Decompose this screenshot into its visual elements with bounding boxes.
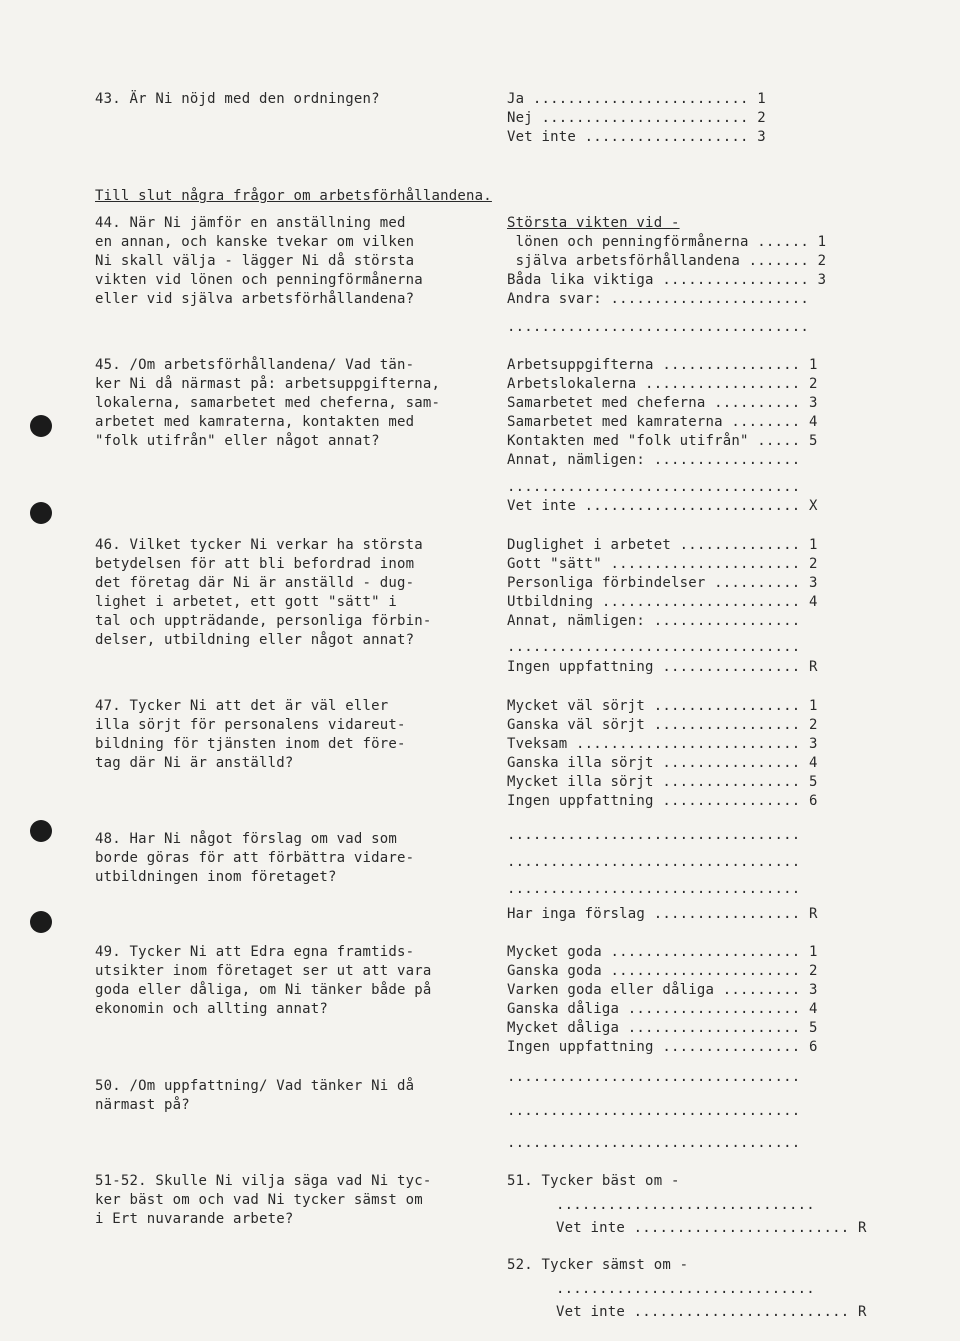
q46-option: Annat, nämligen: ................. <box>507 613 801 629</box>
q50-answer-line: .................................. <box>507 1103 801 1119</box>
q51-answer-label: 51. Tycker bäst om - <box>507 1173 680 1189</box>
q46-question-line: lighet i arbetet, ett gott "sätt" i <box>95 594 398 610</box>
q49-option: Mycket dåliga .................... 5 <box>507 1020 818 1036</box>
q49-option: Varken goda eller dåliga ......... 3 <box>507 982 818 998</box>
q46-option: Duglighet i arbetet .............. 1 <box>507 537 818 553</box>
q45-option: Kontakten med "folk utifrån" ..... 5 <box>507 433 818 449</box>
q45-option: .................................. <box>507 479 801 495</box>
q50-answer-line: .................................. <box>507 1069 801 1085</box>
q48-question-line: 48. Har Ni något förslag om vad som <box>95 831 398 847</box>
q49-question-line: goda eller dåliga, om Ni tänker både på <box>95 982 432 998</box>
q45-option: Arbetslokalerna .................. 2 <box>507 376 818 392</box>
q48-answer-line: .................................. <box>507 854 801 870</box>
q48-question-line: borde göras för att förbättra vidare- <box>95 850 415 866</box>
q49-option: Ingen uppfattning ................ 6 <box>507 1039 818 1055</box>
q47-option: Ingen uppfattning ................ 6 <box>507 793 818 809</box>
q47-option: Ganska illa sörjt ................ 4 <box>507 755 818 771</box>
punch-hole <box>30 911 52 933</box>
q46-question-line: det företag där Ni är anställd - dug- <box>95 575 415 591</box>
q45-option: Samarbetet med cheferna .......... 3 <box>507 395 818 411</box>
q44-option: Båda lika viktiga ................. 3 <box>507 272 827 288</box>
q45-option: Annat, nämligen: ................. <box>507 452 801 468</box>
q45-option: Samarbetet med kamraterna ........ 4 <box>507 414 818 430</box>
q49-option: Ganska dåliga .................... 4 <box>507 1001 818 1017</box>
q50-answer-line: .................................. <box>507 1135 801 1151</box>
q47-option: Mycket illa sörjt ................ 5 <box>507 774 818 790</box>
q50-question-line: 50. /Om uppfattning/ Vad tänker Ni då <box>95 1078 415 1094</box>
q44-question-line: en annan, och kanske tvekar om vilken <box>95 234 415 250</box>
q43-question-line: 43. Är Ni nöjd med den ordningen? <box>95 91 380 107</box>
q49-option: Ganska goda ...................... 2 <box>507 963 818 979</box>
q44-question-line: Ni skall välja - lägger Ni då största <box>95 253 415 269</box>
q48-question-line: utbildningen inom företaget? <box>95 869 337 885</box>
q44-question-line: eller vid själva arbetsförhållandena? <box>95 291 415 307</box>
q44-option: själva arbetsförhållandena ....... 2 <box>507 253 827 269</box>
punch-hole <box>30 502 52 524</box>
punch-hole <box>30 820 52 842</box>
q44-option: Andra svar: ....................... <box>507 291 810 307</box>
punch-hole <box>30 415 52 437</box>
q49-question-line: 49. Tycker Ni att Edra egna framtids- <box>95 944 415 960</box>
q48-answer-line: .................................. <box>507 827 801 843</box>
section-heading: Till slut några frågor om arbetsförhållandena. <box>95 188 492 204</box>
q49-question-line: utsikter inom företaget ser ut att vara <box>95 963 432 979</box>
q45-question-line: lokalerna, samarbetet med cheferna, sam- <box>95 395 441 411</box>
q45-option: Arbetsuppgifterna ................ 1 <box>507 357 818 373</box>
q51-question-line: i Ert nuvarande arbete? <box>95 1211 294 1227</box>
q48-answer-line: .................................. <box>507 881 801 897</box>
q51-question-line: ker bäst om och vad Ni tycker sämst om <box>95 1192 423 1208</box>
q51-answer-line: .............................. <box>556 1197 815 1213</box>
q46-question-line: 46. Vilket tycker Ni verkar ha största <box>95 537 423 553</box>
q46-question-line: betydelsen för att bli befordrad inom <box>95 556 415 572</box>
q47-option: Ganska väl sörjt ................. 2 <box>507 717 818 733</box>
q47-option: Mycket väl sörjt ................. 1 <box>507 698 818 714</box>
q47-question-line: bildning för tjänsten inom det före- <box>95 736 406 752</box>
q44-option: ................................... <box>507 319 810 335</box>
q44-question-line: vikten vid lönen och penningförmånerna <box>95 272 423 288</box>
q48-option: Har inga förslag ................. R <box>507 906 818 922</box>
q50-question-line: närmast på? <box>95 1097 190 1113</box>
q44-option: lönen och penningförmånerna ...... 1 <box>507 234 827 250</box>
q45-question-line: 45. /Om arbetsförhållandena/ Vad tän- <box>95 357 415 373</box>
q44-header: Största vikten vid - <box>507 215 680 231</box>
q46-option: Gott "sätt" ...................... 2 <box>507 556 818 572</box>
q43-option: Nej ........................ 2 <box>507 110 766 126</box>
q46-question-line: tal och uppträdande, personliga förbin- <box>95 613 432 629</box>
q45-question-line: ker Ni då närmast på: arbetsuppgifterna, <box>95 376 441 392</box>
q47-question-line: illa sörjt för personalens vidareut- <box>95 717 406 733</box>
q52-dont-know: Vet inte ......................... R <box>556 1304 867 1320</box>
q51-dont-know: Vet inte ......................... R <box>556 1220 867 1236</box>
q46-question-line: delser, utbildning eller något annat? <box>95 632 415 648</box>
q47-question-line: 47. Tycker Ni att det är väl eller <box>95 698 389 714</box>
q46-option: Ingen uppfattning ................ R <box>507 659 818 675</box>
q46-option: Utbildning ....................... 4 <box>507 594 818 610</box>
q47-option: Tveksam .......................... 3 <box>507 736 818 752</box>
q46-option: .................................. <box>507 639 801 655</box>
q49-question-line: ekonomin och allting annat? <box>95 1001 328 1017</box>
q47-question-line: tag där Ni är anställd? <box>95 755 294 771</box>
q52-answer-line: .............................. <box>556 1281 815 1297</box>
q52-answer-label: 52. Tycker sämst om - <box>507 1257 689 1273</box>
q44-question-line: 44. När Ni jämför en anställning med <box>95 215 406 231</box>
q49-option: Mycket goda ...................... 1 <box>507 944 818 960</box>
q43-option: Vet inte ................... 3 <box>507 129 766 145</box>
q43-option: Ja ......................... 1 <box>507 91 766 107</box>
q46-option: Personliga förbindelser .......... 3 <box>507 575 818 591</box>
q51-question-line: 51-52. Skulle Ni vilja säga vad Ni tyc- <box>95 1173 432 1189</box>
q45-question-line: arbetet med kamraterna, kontakten med <box>95 414 415 430</box>
q45-question-line: "folk utifrån" eller något annat? <box>95 433 380 449</box>
q45-option: Vet inte ......................... X <box>507 498 818 514</box>
